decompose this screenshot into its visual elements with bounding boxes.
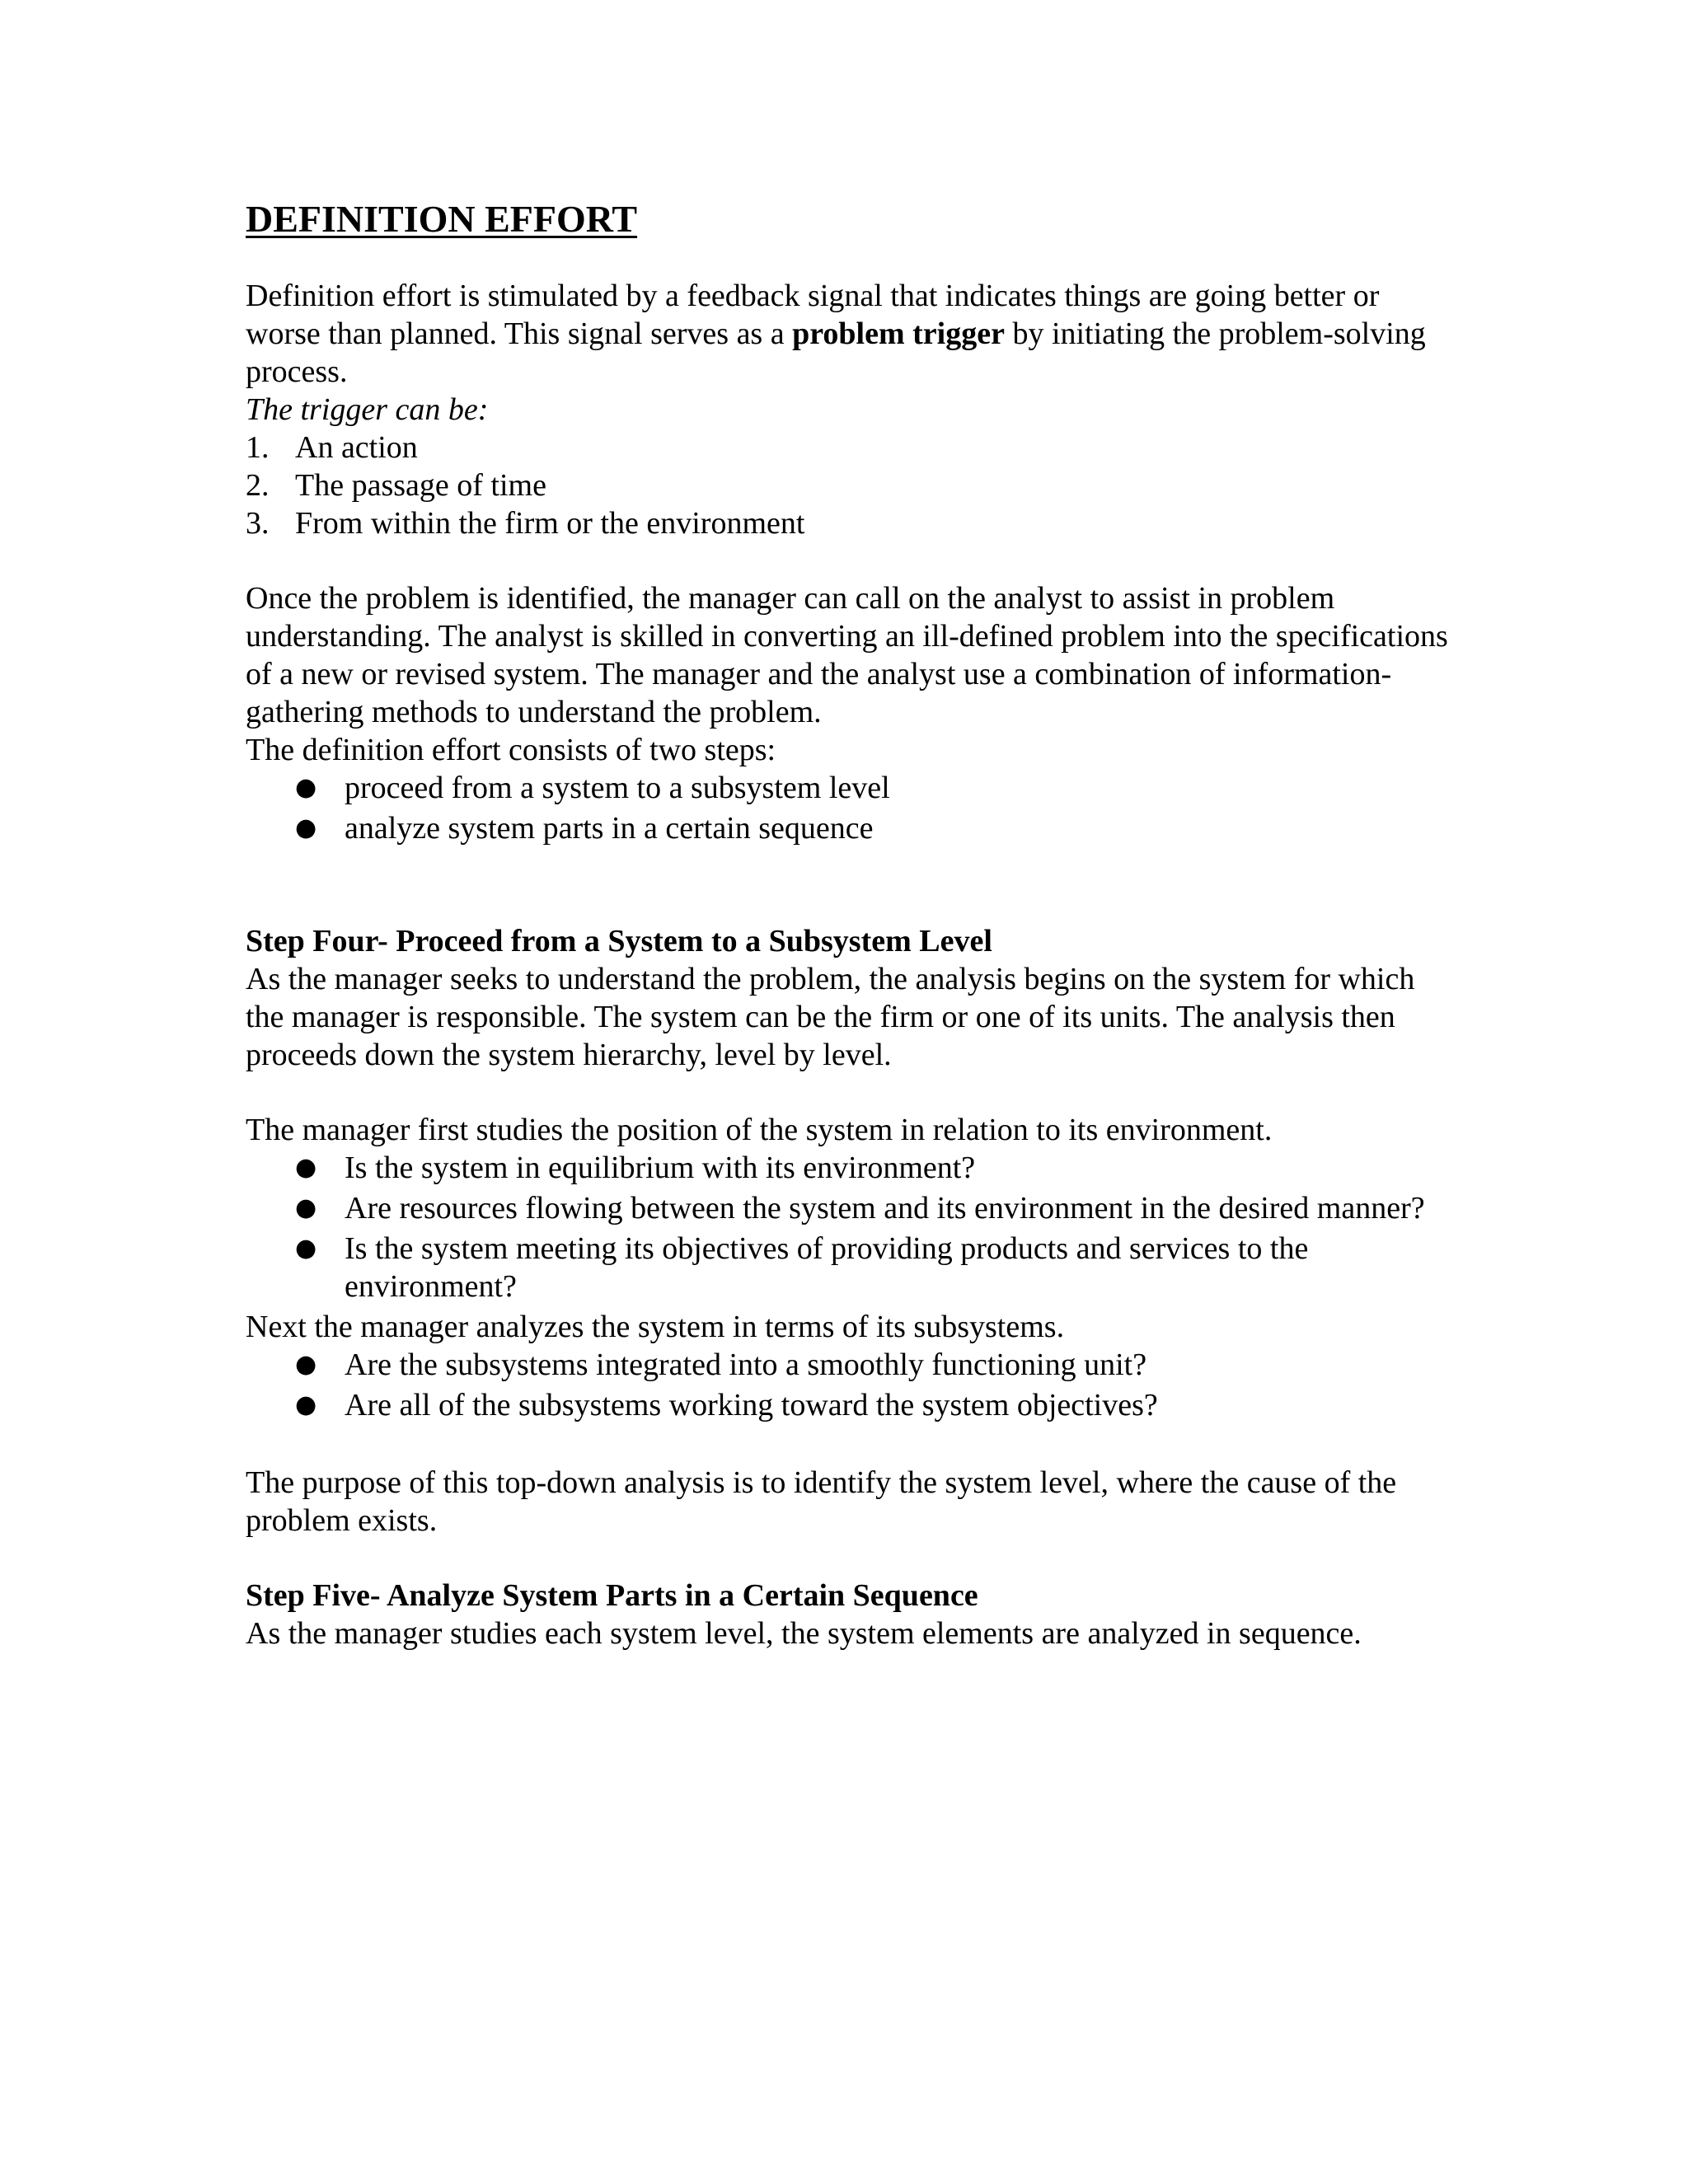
list-item (295, 1189, 1449, 1227)
document-page (246, 196, 1449, 1652)
problem-trigger-term: problem trigger (792, 316, 1005, 351)
list-item-text: The passage of time (295, 468, 546, 503)
step-four-paragraph: As the manager seeks to understand the problem, the analysis begins on the system for which the manager is responsible. The system can be the firm or one of its units. The analysis then proceeds down the system hierarchy, level by level. (246, 962, 1415, 1072)
list-item (295, 1149, 1449, 1187)
list-item-text: An action (295, 430, 418, 465)
list-item (295, 1386, 1449, 1424)
spacer (246, 1540, 1449, 1577)
bullet-icon: ● (295, 1193, 317, 1222)
once-paragraph: Once the problem is identified, the manager can call on the analyst to assist in problem understanding. The analyst is skilled in converting an ill-defined problem into the specifications of a new or revised system. The manager and the analyst use a combination of information-gathering methods to understand the problem. (246, 581, 1448, 729)
list-item-text: proceed from a system to a subsystem level (345, 771, 890, 805)
intro-text-end: by initiating the problem-solving process. (246, 316, 1426, 389)
list-item-text: Are the subsystems integrated into a smoothly functioning unit? (345, 1347, 1147, 1382)
intro-text-start: Definition effort is stimulated by a feedback signal that indicates things are going better or worse than planned. This signal serves as a (246, 279, 1380, 351)
spacer (246, 1427, 1449, 1464)
list-item (295, 809, 1449, 847)
bullet-icon: ● (295, 813, 317, 842)
list-number: 3. (246, 506, 270, 541)
steps-list (246, 769, 1449, 847)
bullet-icon: ● (295, 773, 317, 802)
spacer (246, 850, 1449, 922)
bullet-icon: ● (295, 1350, 317, 1379)
bullet-icon: ● (295, 1390, 317, 1419)
list-item-text: From within the firm or the environment (295, 506, 805, 541)
list-item-text: Is the system meeting its objectives of providing products and services to the environment? (345, 1231, 1309, 1304)
trigger-list (246, 429, 1449, 542)
step-four-heading: Step Four- Proceed from a System to a Subsystem Level (246, 924, 992, 958)
spacer (246, 542, 1449, 579)
page-title: DEFINITION EFFORT (246, 198, 638, 240)
list-number: 1. (246, 430, 270, 465)
list-item (246, 466, 1449, 504)
intro-paragraph (246, 277, 1449, 391)
environment-lead: The manager first studies the position of the system in relation to its environment. (246, 1113, 1273, 1147)
list-item (246, 429, 1449, 466)
step-five-paragraph: As the manager studies each system level, the system elements are analyzed in sequence. (246, 1616, 1362, 1651)
step-five-heading: Step Five- Analyze System Parts in a Certain Sequence (246, 1578, 978, 1613)
spacer (246, 1074, 1449, 1111)
trigger-lead (246, 391, 1449, 429)
purpose-paragraph: The purpose of this top-down analysis is to identify the system level, where the cause of the problem exists. (246, 1465, 1397, 1538)
list-item (295, 1346, 1449, 1384)
list-item-text: Is the system in equilibrium with its environment? (345, 1151, 976, 1185)
list-item-text: Are resources flowing between the system and its environment in the desired manner? (345, 1191, 1425, 1226)
list-item (295, 1230, 1449, 1305)
bullet-icon: ● (295, 1153, 317, 1182)
list-item-text: Are all of the subsystems working toward the system objectives? (345, 1388, 1158, 1422)
list-number: 2. (246, 468, 270, 503)
subsystems-lead: Next the manager analyzes the system in terms of its subsystems. (246, 1310, 1065, 1344)
list-item (295, 769, 1449, 807)
environment-questions-list (246, 1149, 1449, 1305)
trigger-lead-text: The trigger can be: (246, 392, 489, 427)
list-item (246, 504, 1449, 542)
bullet-icon: ● (295, 1234, 317, 1263)
steps-lead: The definition effort consists of two steps: (246, 733, 776, 767)
list-item-text: analyze system parts in a certain sequence (345, 811, 874, 846)
subsystem-questions-list (246, 1346, 1449, 1424)
